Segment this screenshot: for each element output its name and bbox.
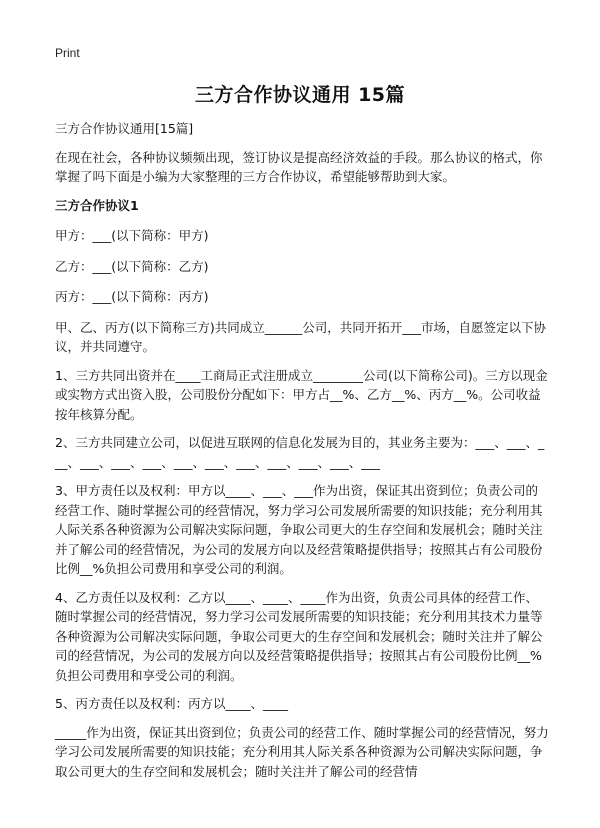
clause-1: 1、三方共同出资并在____工商局正式注册成立________公司(以下简称公司)。三方以现金或实物方式出资入股，公司股份分配如下：甲方占__%、乙方__%、丙方__%。公司收益按年核算分配。 bbox=[55, 367, 548, 422]
preamble-paragraph: 甲、乙、丙方(以下简称三方)共同成立______公司，共同开拓开___市场，自愿签定以下协议，并共同遵守。 bbox=[55, 319, 547, 354]
clause-4: 4、乙方责任以及权利：乙方以____、____、____作为出资，负责公司具体的经营工作、随时掌握公司的经营情况，努力学习公司发展所需要的知识技能；充分利用其技术力量等各种资源为公司解决实际问题，争取公司更大的生存空间和发展机会；随时关注并了解公司的经营情况，为公司的发展方向以及经营策略提供指导；按照其占有公司股份比例__%负担公司费用和享受公司的利润。 bbox=[55, 589, 543, 683]
party-b-line: 乙方：___(以下简称：乙方) bbox=[55, 258, 209, 274]
document-body bbox=[55, 119, 549, 790]
party-c-line: 丙方：___(以下简称：丙方) bbox=[55, 289, 209, 304]
print-link[interactable]: Print bbox=[55, 46, 80, 60]
clause-2: 2、三方共同建立公司，以促进互联网的信息化发展为目的，其业务主要为：___、___、___、___、___、___、___、___、___、___、___、___、___ bbox=[55, 435, 545, 470]
clause-5-heading: 5、丙方责任以及权利：丙方以____、____ bbox=[55, 696, 288, 711]
party-a-line: 甲方：___(以下简称：甲方) bbox=[55, 228, 209, 243]
document-title: 三方合作协议通用 15篇 bbox=[194, 84, 406, 106]
intro-paragraph: 在现在社会，各种协议频频出现，签订协议是提高经济效益的手段。那么协议的格式，你掌握了吗下面是小编为大家整理的三方合作协议，希望能够帮助到大家。 bbox=[55, 149, 543, 184]
document-subtitle: 三方合作协议通用[15篇] bbox=[55, 121, 194, 136]
section-title: 三方合作协议1 bbox=[55, 197, 139, 213]
clause-3: 3、甲方责任以及权利：甲方以____、___、___作为出资，保证其出资到位；负责公司的经营工作、随时掌握公司的经营情况，努力学习公司发展所需要的知识技能；充分利用其人际关系各种资源为公司解决实际问题，争取公司更大的生存空间和发展机会；随时关注并了解公司的经营情况，为公司的发展方向以及经营策略提供指导；按照其占有公司股份比例__%负担公司费用和享受公司的利润。 bbox=[55, 483, 543, 576]
clause-5-body: _____作为出资，保证其出资到位；负责公司的经营工作、随时掌握公司的经营情况，努力学习公司发展所需要的知识技能；充分利用其人际关系各种资源为公司解决实际问题，争取公司更大的生存空间和发展机会；随时关注并了解公司的经营情 bbox=[55, 724, 549, 779]
